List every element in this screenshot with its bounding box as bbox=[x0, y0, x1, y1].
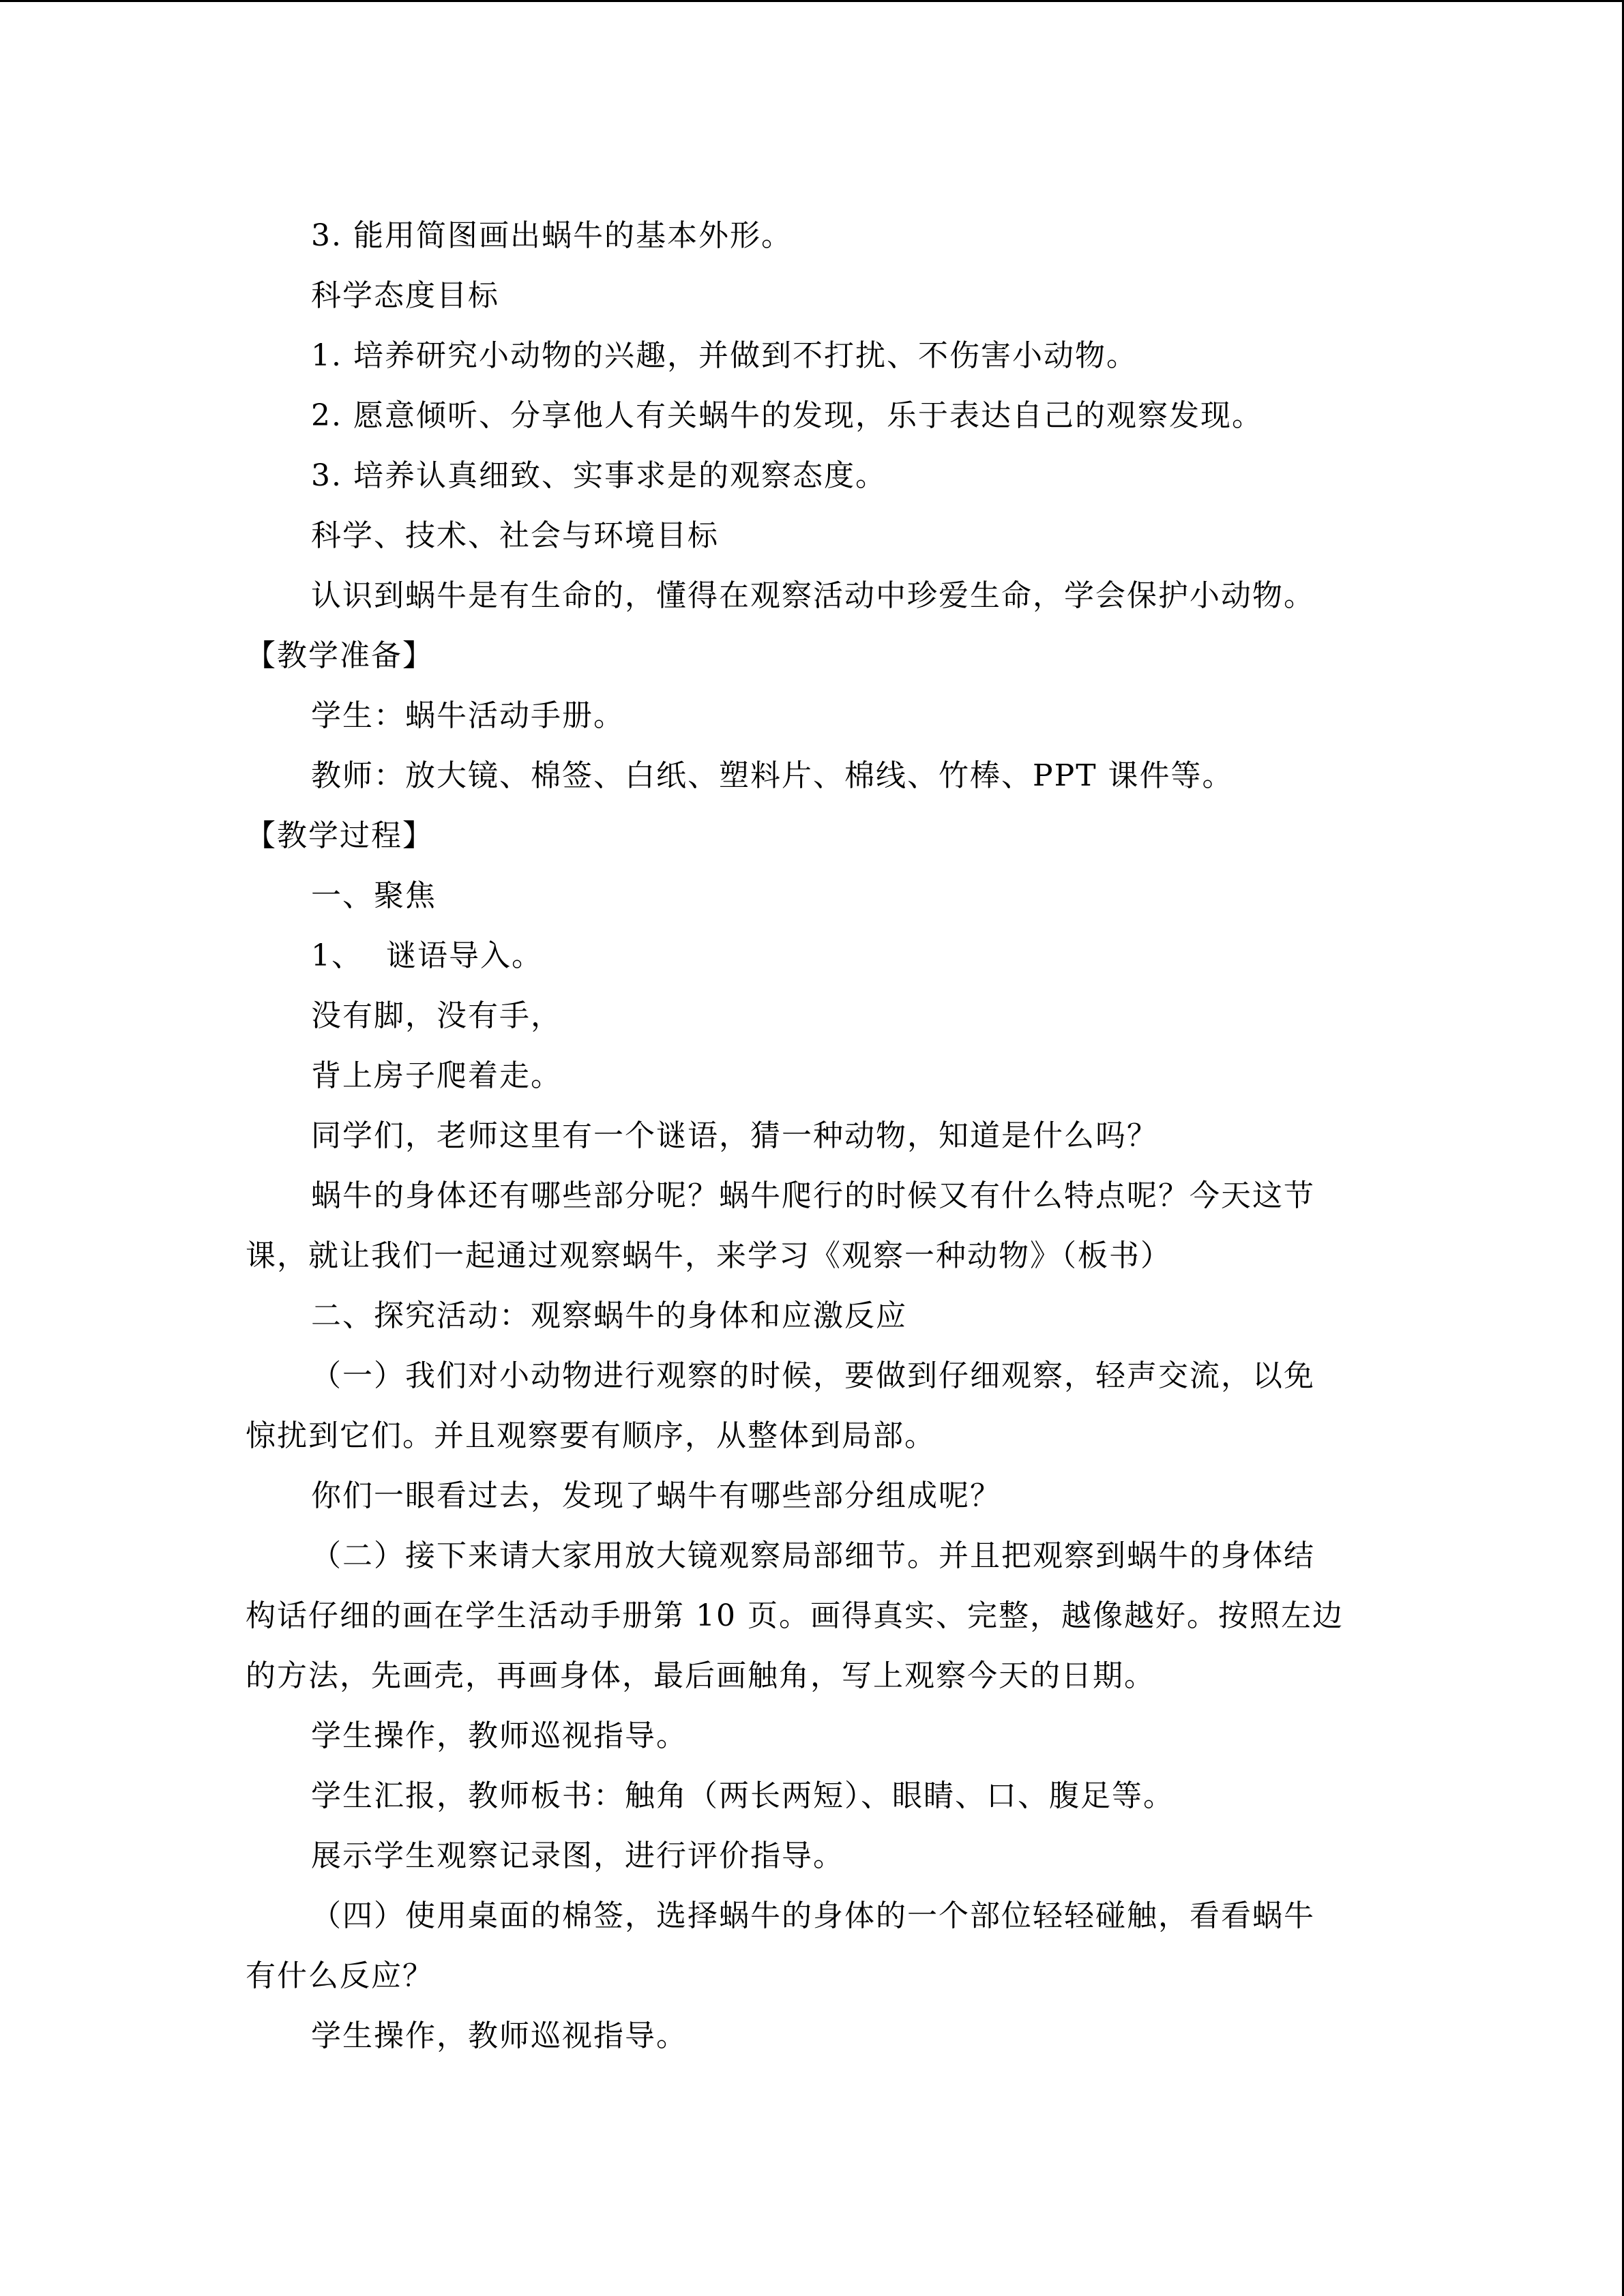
student-operation-2: 学生操作，教师巡视指导。 bbox=[311, 2018, 688, 2053]
prep-student: 学生：蜗牛活动手册。 bbox=[311, 698, 625, 733]
riddle-label: 谜语导入。 bbox=[386, 938, 543, 973]
paragraph-line: 惊扰到它们。并且观察要有顺序，从整体到局部。 bbox=[246, 1418, 936, 1453]
paragraph-line: （二）接下来请大家用放大镜观察局部细节。并且把观察到蜗牛的身体结 bbox=[311, 1538, 1315, 1573]
student-report: 学生汇报，教师板书：触角（两长两短）、眼睛、口、腹足等。 bbox=[311, 1778, 1175, 1813]
riddle-number: 1、 bbox=[311, 938, 363, 973]
riddle-intro bbox=[246, 926, 1378, 986]
riddle-question: 同学们，老师这里有一个谜语，猜一种动物，知道是什么吗？ bbox=[311, 1118, 1158, 1153]
step-explore: 二、探究活动：观察蜗牛的身体和应激反应 bbox=[311, 1298, 907, 1333]
paragraph-line: 课，就让我们一起通过观察蜗牛，来学习《观察一种动物》（板书） bbox=[246, 1238, 1172, 1273]
student-operation-1: 学生操作，教师巡视指导。 bbox=[311, 1718, 688, 1753]
paragraph-line: （一）我们对小动物进行观察的时候，要做到仔细观察，轻声交流，以免 bbox=[311, 1358, 1315, 1393]
paragraph-observe-4 bbox=[246, 1886, 1378, 2006]
paragraph-line: 蜗牛的身体还有哪些部分呢？蜗牛爬行的时候又有什么特点呢？今天这节 bbox=[311, 1178, 1315, 1213]
riddle-line-1: 没有脚，没有手， bbox=[311, 998, 562, 1033]
heading-teaching-process: 【教学过程】 bbox=[246, 818, 434, 853]
paragraph-observe-2 bbox=[246, 1526, 1378, 1706]
attitude-item-3: 3. 培养认真细致、实事求是的观察态度。 bbox=[311, 458, 887, 493]
objective-skill-3: 3. 能用简图画出蜗牛的基本外形。 bbox=[311, 218, 793, 253]
attitude-item-1: 1. 培养研究小动物的兴趣，并做到不打扰、不伤害小动物。 bbox=[311, 338, 1138, 373]
paragraph-observe-1 bbox=[246, 1346, 1378, 1466]
heading-teaching-preparation: 【教学准备】 bbox=[246, 638, 434, 673]
section-heading-stse: 科学、技术、社会与环境目标 bbox=[311, 518, 719, 553]
prep-teacher: 教师：放大镜、棉签、白纸、塑料片、棉线、竹棒、PPT 课件等。 bbox=[311, 758, 1234, 793]
riddle-line-2: 背上房子爬着走。 bbox=[311, 1058, 562, 1093]
section-heading-attitude: 科学态度目标 bbox=[311, 278, 499, 313]
show-records: 展示学生观察记录图，进行评价指导。 bbox=[311, 1838, 844, 1873]
stse-item: 认识到蜗牛是有生命的，懂得在观察活动中珍爱生命，学会保护小动物。 bbox=[311, 578, 1315, 613]
attitude-item-2: 2. 愿意倾听、分享他人有关蜗牛的发现，乐于表达自己的观察发现。 bbox=[311, 398, 1263, 433]
paragraph-line: 的方法，先画壳，再画身体，最后画触角，写上观察今天的日期。 bbox=[246, 1658, 1155, 1693]
step-focus: 一、聚焦 bbox=[311, 878, 437, 913]
paragraph-line: 构话仔细的画在学生活动手册第 10 页。画得真实、完整，越像越好。按照左边 bbox=[246, 1598, 1344, 1633]
document-body bbox=[246, 206, 1378, 2066]
paragraph-snail-intro bbox=[246, 1166, 1378, 1286]
page-top-border bbox=[0, 0, 1624, 2]
paragraph-line: 有什么反应？ bbox=[246, 1958, 434, 1993]
observe-question: 你们一眼看过去，发现了蜗牛有哪些部分组成呢？ bbox=[311, 1478, 1001, 1513]
paragraph-line: （四）使用桌面的棉签，选择蜗牛的身体的一个部位轻轻碰触，看看蜗牛 bbox=[311, 1898, 1315, 1933]
